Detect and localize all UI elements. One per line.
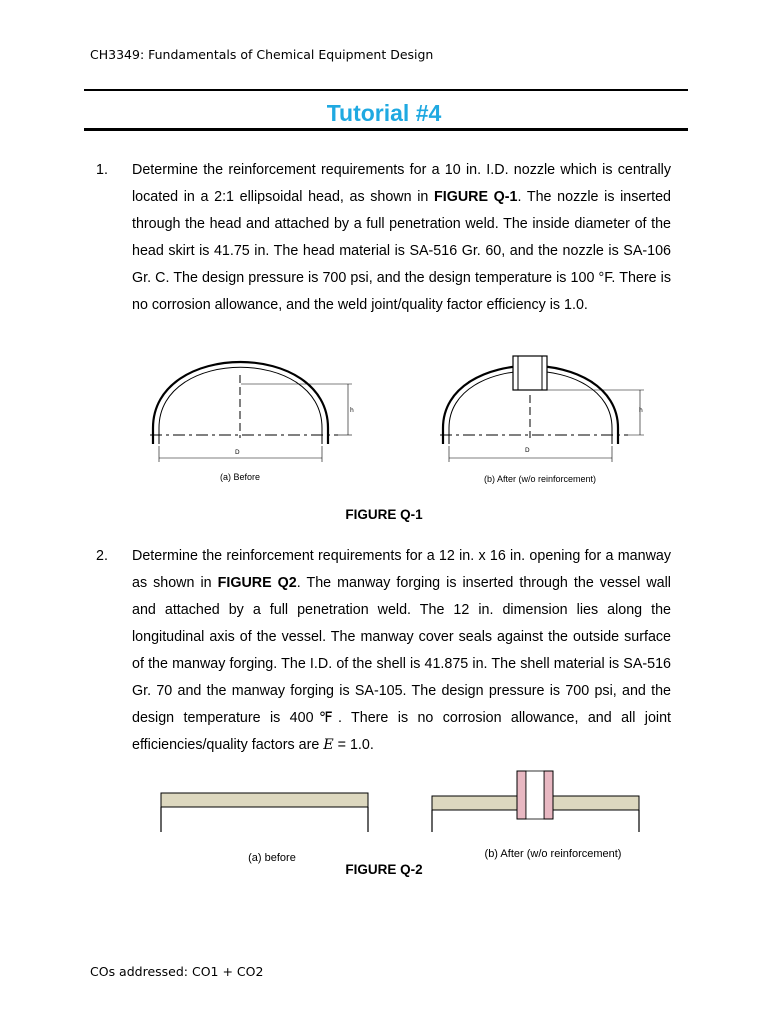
question-text: Determine the reinforcement requirements for a 12 in. x 16 in. opening for a manway as shown in FIGURE Q2. The manway forging is inserted through the vessel wall and attached by a full penetration weld. The 12 in. dimension lies along the longitudinal axis of the vessel. The manway cover seals against the outside surface of the manway forging. The I.D. of the shell is 41.875 in. The shell material is SA-516 Gr. 70 and the manway forging is SA-105. The design pressure is 700 psi, and the design temperature is 400℉. There is no corrosion allowance, and all joint efficiencies/quality factors are E = 1.0. bbox=[132, 548, 671, 753]
figure-q1-subcaption-a: (a) Before bbox=[219, 472, 261, 482]
math-symbol-e: E bbox=[323, 737, 334, 753]
label-d: D bbox=[235, 449, 240, 456]
figure-reference: FIGURE Q2 bbox=[217, 575, 297, 591]
shell-plate-after bbox=[432, 771, 639, 832]
question-text: Determine the reinforcement requirements for a 10 in. I.D. nozzle which is centrally located in a 2:1 ellipsoidal head, as shown in FIGURE Q-1. The nozzle is inserted through the head and attached by a full penetration weld. The inside diameter of the head skirt is 41.75 in. The head material is SA-516 Gr. 60, and the nozzle is SA-106 Gr. C. The design pressure is 700 psi, and the design temperature is 100 °F. There is no corrosion allowance, and the weld joint/quality factor efficiency is 1.0. bbox=[132, 162, 671, 313]
question-number: 2. bbox=[96, 548, 108, 564]
label-h: h bbox=[639, 407, 643, 414]
figure-q1-caption: FIGURE Q-1 bbox=[345, 507, 423, 522]
figure-q2-caption: FIGURE Q-2 bbox=[345, 862, 423, 877]
question-number: 1. bbox=[96, 162, 108, 178]
shell-plate-before bbox=[161, 793, 368, 832]
course-header: CH3349: Fundamentals of Chemical Equipment Design bbox=[90, 47, 434, 62]
figure-reference: FIGURE Q-1 bbox=[434, 189, 518, 205]
course-outcomes-footer: COs addressed: CO1 + CO2 bbox=[90, 964, 264, 979]
label-h: h bbox=[350, 407, 354, 414]
figure-q2-subcaption-a: (a) before bbox=[248, 852, 296, 864]
page-title: Tutorial #4 bbox=[326, 100, 442, 126]
figure-q1-subcaption-b: (b) After (w/o reinforcement) bbox=[483, 474, 597, 484]
figure-q2-subcaption-b: (b) After (w/o reinforcement) bbox=[484, 848, 622, 860]
label-d: D bbox=[525, 447, 530, 454]
